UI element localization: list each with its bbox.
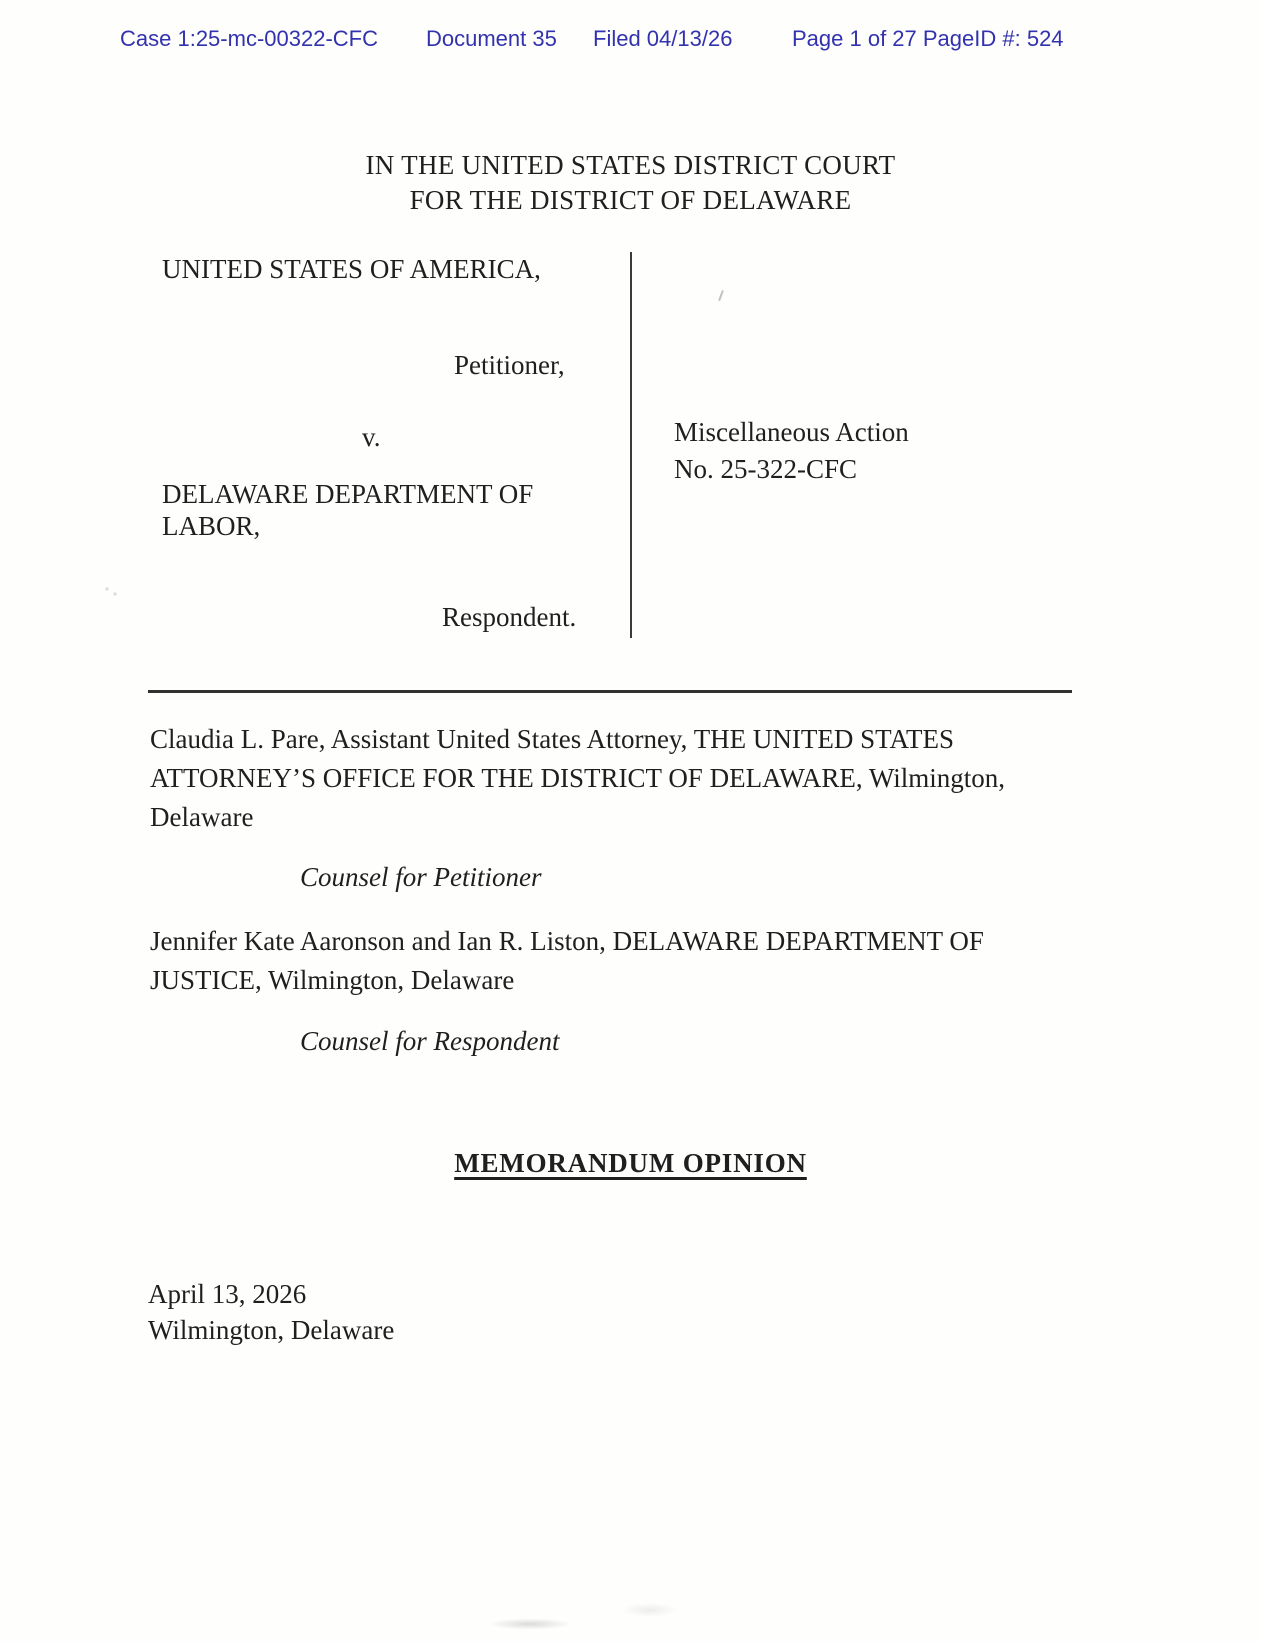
case-number-line1: Miscellaneous Action (674, 417, 909, 447)
respondent-name-line2: LABOR, (162, 511, 261, 541)
court-title (0, 148, 1261, 218)
caption-divider-line (630, 252, 632, 638)
versus-marker: v. (362, 422, 381, 452)
opinion-title: MEMORANDUM OPINION (454, 1148, 807, 1178)
counsel-line: ATTORNEY’S OFFICE FOR THE DISTRICT OF DELAWARE, Wilmington, (150, 763, 1006, 793)
dateline (148, 1276, 394, 1348)
case-caption (162, 250, 1102, 642)
counsel-line: JUSTICE, Wilmington, Delaware (150, 965, 515, 995)
stamp-filed-date: Filed 04/13/26 (593, 26, 733, 51)
petitioner-counsel-label: Counsel for Petitioner (300, 862, 542, 892)
respondent-name-line1: DELAWARE DEPARTMENT OF (162, 479, 534, 509)
opinion-date: April 13, 2026 (148, 1279, 307, 1309)
stamp-case-number: Case 1:25-mc-00322-CFC (120, 26, 378, 51)
petitioner-counsel-paragraph (150, 720, 1005, 837)
petitioner-designation: Petitioner, (454, 350, 565, 380)
counsel-line: Jennifer Kate Aaronson and Ian R. Liston, DELAWARE DEPARTMENT OF (150, 926, 984, 956)
stamp-page-id: Page 1 of 27 PageID #: 524 (792, 26, 1064, 51)
scan-artifact-smudge (460, 1598, 720, 1636)
stamp-document-number: Document 35 (426, 26, 557, 51)
scan-artifact-dots (104, 586, 120, 598)
counsel-line: Claudia L. Pare, Assistant United States Attorney, THE UNITED STATES (150, 724, 955, 754)
case-number-block (674, 414, 909, 488)
court-title-line2: FOR THE DISTRICT OF DELAWARE (409, 185, 852, 215)
counsel-line: Delaware (150, 802, 254, 832)
opinion-place: Wilmington, Delaware (148, 1315, 395, 1345)
court-title-line1: IN THE UNITED STATES DISTRICT COURT (365, 150, 896, 180)
respondent-counsel-paragraph (150, 922, 984, 1000)
case-number-line2: No. 25-322-CFC (674, 454, 858, 484)
caption-rule (148, 690, 1072, 693)
petitioner-name: UNITED STATES OF AMERICA, (162, 254, 541, 284)
case-stamp-header (0, 26, 1261, 56)
respondent-counsel-label: Counsel for Respondent (300, 1026, 560, 1056)
respondent-designation: Respondent. (442, 602, 577, 632)
